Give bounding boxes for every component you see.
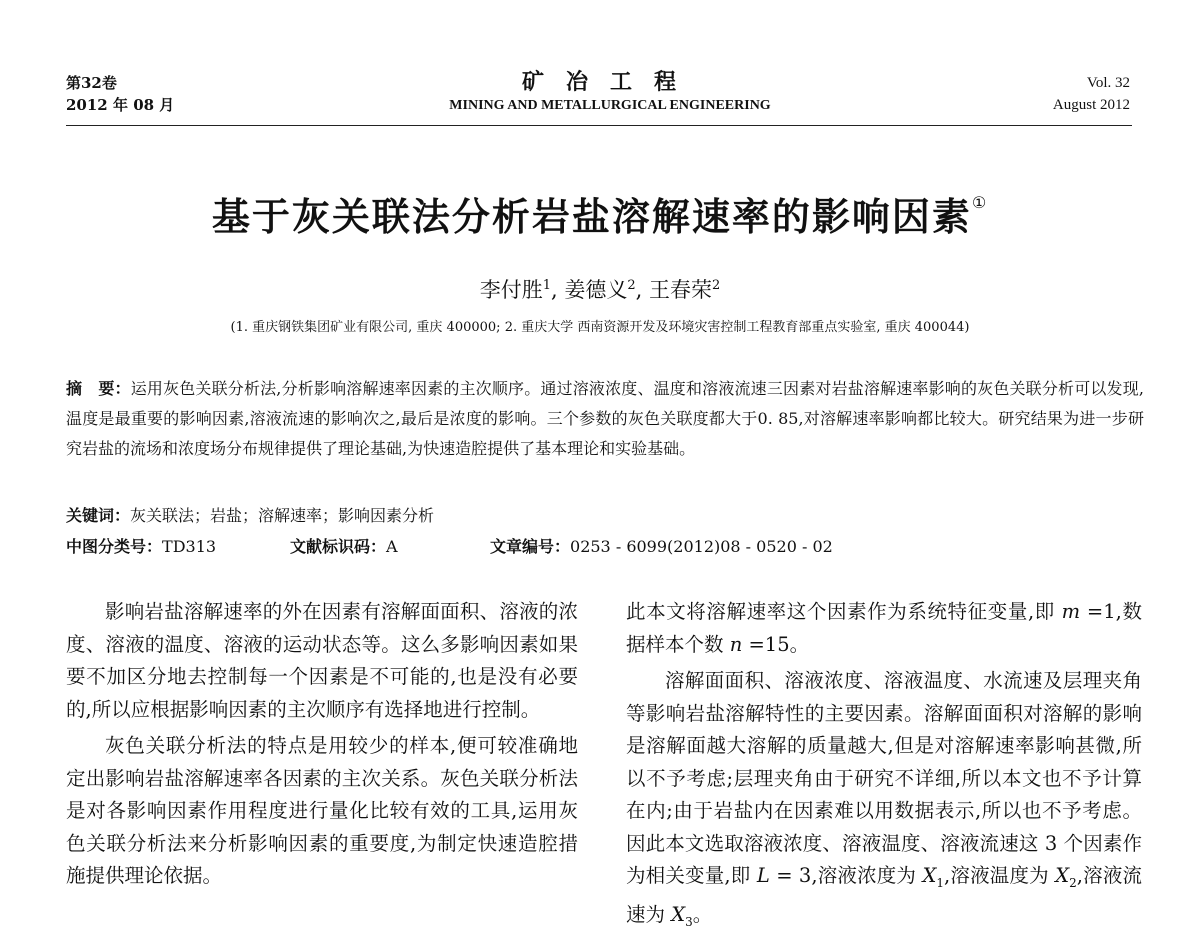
author-3-affil: 2 xyxy=(712,278,721,293)
text-run: ,溶液流速为 xyxy=(626,864,1142,927)
body-paragraph xyxy=(626,665,1142,939)
author-1: 李付胜 xyxy=(479,278,543,302)
article-number-value: 0253 - 6099(2012)08 - 0520 - 02 xyxy=(570,537,833,556)
text-run: =15。 xyxy=(742,632,810,656)
abstract-label: 摘 要： xyxy=(66,379,131,398)
var-X1: X xyxy=(922,864,937,887)
author-2-affil: 2 xyxy=(627,278,636,293)
journal-name-en: MINING AND METALLURGICAL ENGINEERING xyxy=(449,98,771,113)
author-1-affil: 1 xyxy=(542,278,551,293)
paper-title xyxy=(0,186,1200,241)
author-list: 李付胜$^1$, 姜德义$^2$, 王春荣$^2$ xyxy=(479,278,721,302)
date-en: August 2012 xyxy=(1052,97,1130,113)
text-run: 溶解面面积、溶液浓度、溶液温度、水流速及层理夹角等影响岩盐溶解特性的主要因素。溶解面面积对溶解的影响是溶解面越大溶解的质量越大,但是对溶解速率影响甚微,所以不予考虑;层理夹角由于研究不详细,所以本文也不予计算在内;由于岩盐内在因素难以用数据表示,所以也不予考虑。因此本文选取溶液浓度、溶液温度、溶液流速这 3 个因素作为相关变量,即 xyxy=(626,669,1142,887)
var-L: L xyxy=(756,864,770,887)
affiliations: (1. 重庆钢铁集团矿业有限公司, 重庆 400000; 2. 重庆大学 西南资源开发及环境灾害控制工程教育部重点实验室, 重庆 400044) xyxy=(230,320,970,335)
date-cn: 2012 年 08 月 xyxy=(66,96,175,114)
keywords xyxy=(66,503,434,529)
clc-label: 中图分类号： xyxy=(66,537,163,556)
doc-code-label: 文献标识码： xyxy=(290,537,387,556)
author-3: 王春荣 xyxy=(649,278,712,302)
subscript-2: 2 xyxy=(1069,875,1077,890)
author-2: 姜德义 xyxy=(564,278,628,302)
doc-code-value: A xyxy=(386,537,398,556)
keywords-label: 关键词： xyxy=(66,506,131,525)
body-paragraph: 影响岩盐溶解速率的外在因素有溶解面面积、溶液的浓度、溶液的温度、溶液的运动状态等。这么多影响因素如果要不加区分地去控制每一个因素是不可能的,也是没有必要的,所以应根据影响因素的主次顺序有选择地进行控制。 xyxy=(66,600,578,721)
var-X3: X xyxy=(671,903,686,927)
title-footnote-mark: ① xyxy=(971,193,989,212)
header-right xyxy=(1053,72,1130,116)
abstract xyxy=(66,374,1144,464)
classification-line xyxy=(66,534,1144,560)
clc-value: TD313 xyxy=(162,537,217,556)
text-run: 。 xyxy=(692,903,713,927)
title-text: 基于灰关联法分析岩盐溶解速率的影响因素 xyxy=(211,195,972,239)
keywords-text: 灰关联法；岩盐；溶解速率；影响因素分析 xyxy=(130,506,435,525)
header-center xyxy=(400,68,820,116)
subscript-1: 1 xyxy=(936,875,945,890)
volume-cn: 第32卷 xyxy=(66,74,117,92)
journal-name-cn: 矿冶工程 xyxy=(521,69,698,95)
text-run: = 3,溶液浓度为 xyxy=(769,864,923,887)
volume-en: Vol. 32 xyxy=(1086,75,1130,91)
body-paragraph: 灰色关联分析法的特点是用较少的样本,便可较准确地定出影响岩盐溶解速率各因素的主次关系。灰色关联分析法是对各影响因素作用程度进行量化比较有效的工具,运用灰色关联分析法来分析影响因素的重要度,为制定快速造腔措施提供理论依据。 xyxy=(66,734,578,887)
var-X2: X xyxy=(1055,864,1070,887)
text-run: =1,数据样本个数 xyxy=(626,600,1142,656)
body-paragraph xyxy=(626,596,1142,661)
header-left xyxy=(66,72,174,116)
subscript-3: 3 xyxy=(685,915,693,930)
body-column-right xyxy=(626,596,1142,943)
body-column-left xyxy=(66,596,578,897)
abstract-text: 运用灰色关联分析法,分析影响溶解速率因素的主次顺序。通过溶液浓度、温度和溶液流速三因素对岩盐溶解速率影响的灰色关联分析可以发现,温度是最重要的影响因素,溶液流速的影响次之,最后是浓度的影响。三个参数的灰色关联度都大于0. 85,对溶解速率影响都比较大。研究结果为进一步研究岩盐的流场和浓度场分布规律提供了理论基础,为快速造腔提供了基本理论和实验基础。 xyxy=(66,379,1144,458)
var-m: m xyxy=(1061,600,1081,623)
text-run: 此本文将溶解速率这个因素作为系统特征变量,即 xyxy=(626,600,1062,623)
text-run: ,溶液温度为 xyxy=(944,864,1056,887)
header-rule xyxy=(66,125,1132,126)
article-number-label: 文章编号： xyxy=(490,537,571,556)
var-n: n xyxy=(729,632,743,656)
